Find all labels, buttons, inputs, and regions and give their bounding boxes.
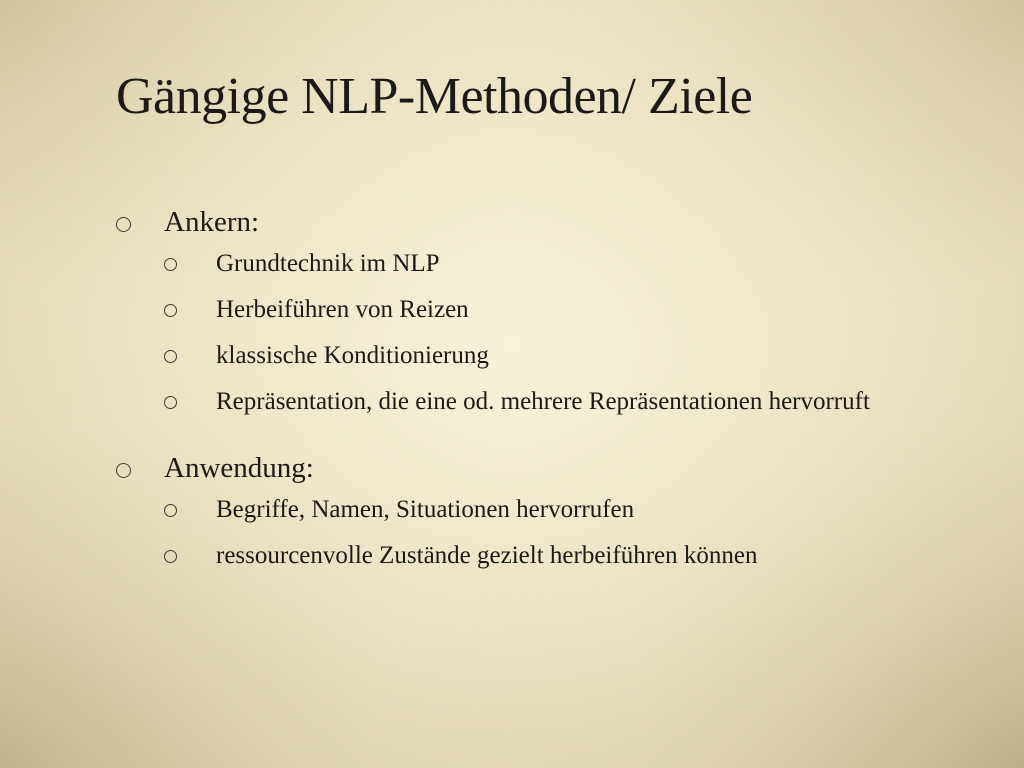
list-item-text: Repräsentation, die eine od. mehrere Repräsentationen hervorruft [216, 388, 870, 415]
circle-bullet-icon [116, 217, 131, 232]
list-item [164, 250, 936, 278]
list-item [164, 388, 936, 416]
circle-bullet-icon [164, 304, 177, 317]
circle-bullet-icon [164, 258, 177, 271]
section-heading: Anwendung: [164, 452, 314, 484]
section-ankern [116, 196, 936, 416]
list-item-text: Begriffe, Namen, Situationen hervorrufen [216, 496, 635, 523]
circle-bullet-icon [164, 396, 177, 409]
sub-bullet-list [164, 496, 936, 570]
list-item-text: Herbeiführen von Reizen [216, 296, 469, 323]
sub-bullet-list [164, 250, 936, 416]
list-item-text: ressourcenvolle Zustände gezielt herbeiführen können [216, 542, 758, 569]
list-item [164, 342, 936, 370]
circle-bullet-icon [116, 463, 131, 478]
section-anwendung [116, 442, 936, 570]
list-item-text: Grundtechnik im NLP [216, 250, 440, 277]
circle-bullet-icon [164, 504, 177, 517]
bullet-list [116, 196, 936, 570]
list-item [164, 296, 936, 324]
list-item [164, 496, 936, 524]
slide-title: Gängige NLP-Methoden/ Ziele [116, 68, 753, 125]
circle-bullet-icon [164, 550, 177, 563]
list-item-text: klassische Konditionierung [216, 342, 489, 369]
circle-bullet-icon [164, 350, 177, 363]
list-item [164, 542, 936, 570]
slide-content [116, 196, 936, 570]
section-heading: Ankern: [164, 206, 260, 238]
